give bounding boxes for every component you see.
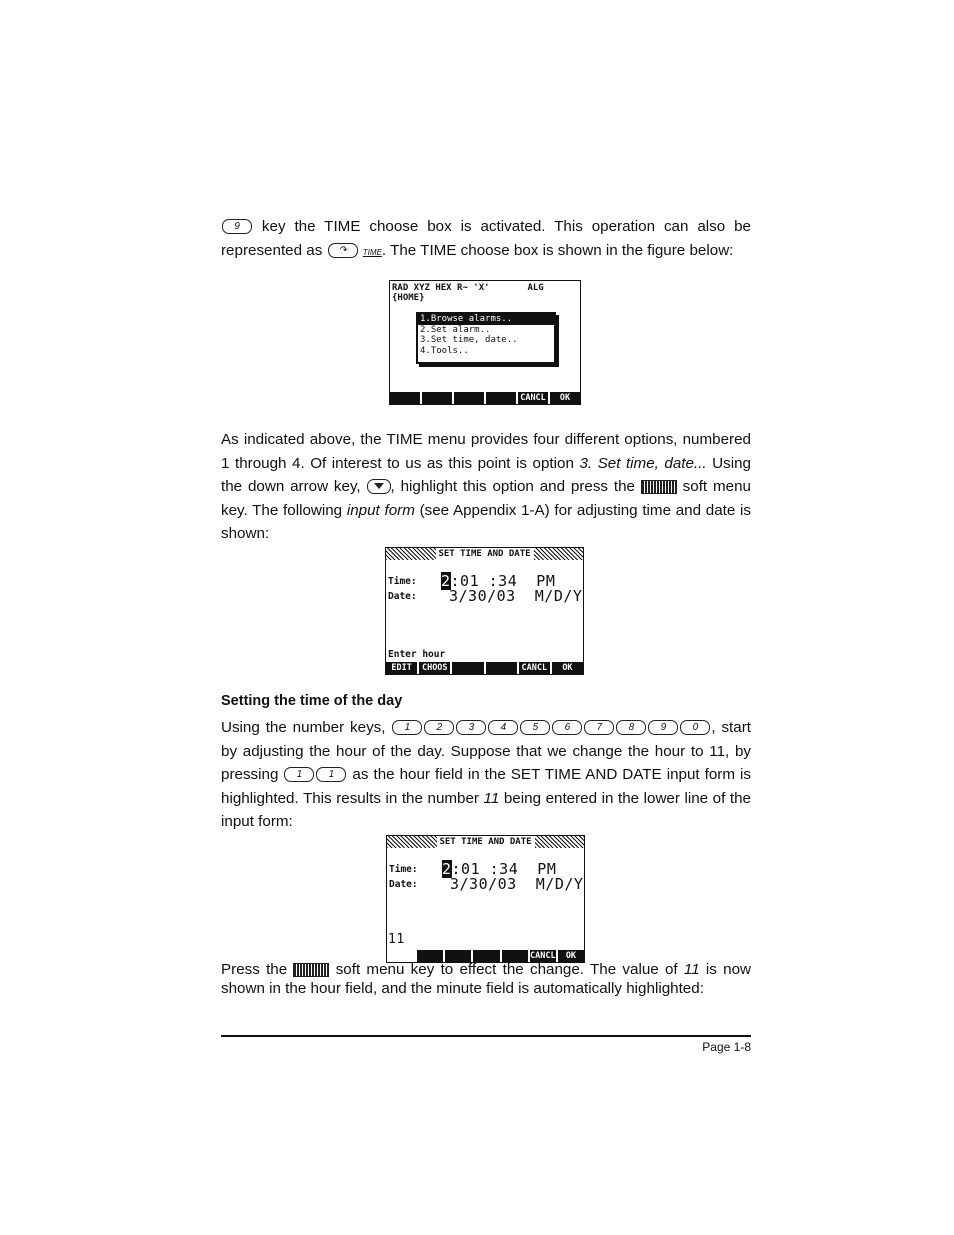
choose-item[interactable]: 1.Browse alarms.. xyxy=(418,314,554,325)
form-title: SET TIME AND DATE xyxy=(435,548,533,560)
time-rest: :01 :34 PM xyxy=(450,572,556,590)
set-time-date-entry-screen xyxy=(386,835,585,963)
right-shift-key-icon: ↷ xyxy=(328,243,358,258)
key-0-icon: 0 xyxy=(680,720,710,735)
soft-menu-bar xyxy=(390,392,580,404)
softkey-1[interactable] xyxy=(390,392,420,404)
key-5-icon: 5 xyxy=(520,720,550,735)
key-9-icon: 9 xyxy=(222,219,252,234)
softkey-4[interactable] xyxy=(484,392,516,404)
footer-rule xyxy=(221,1035,751,1037)
intro-paragraph: 9 key the TIME choose box is activated. This operation can also be represented as ↷ TIME. The TIME choose box is shown in the figure below: xyxy=(221,218,751,259)
date-field[interactable]: 3/30/03 M/D/Y xyxy=(449,587,583,605)
menu-options-paragraph: As indicated above, the TIME menu provides four different options, numbered 1 through 4. Of interest to us as this point is option 3. Set time, date... Using the down arrow key, , highlight this option and press the soft menu key. The following input form (see Appendix 1-A) for adjusting time and date is shown: xyxy=(221,431,751,542)
key-2-icon: 2 xyxy=(424,720,454,735)
key-8-icon: 8 xyxy=(616,720,646,735)
time-choose-box-screen xyxy=(389,280,581,405)
key-3-icon: 3 xyxy=(456,720,486,735)
ok-softkey[interactable]: OK xyxy=(550,662,583,674)
date-label: Date: xyxy=(389,879,418,890)
status-line: RAD XYZ HEX R~ 'X' ALG xyxy=(392,283,544,293)
choose-softkey[interactable]: CHOOS xyxy=(417,662,450,674)
key-9-icon: 9 xyxy=(648,720,678,735)
edit-softkey[interactable]: EDIT xyxy=(391,663,412,673)
choose-box xyxy=(416,312,556,364)
choose-item[interactable]: 3.Set time, date.. xyxy=(420,335,518,345)
dir-line: {HOME} xyxy=(392,293,425,303)
choose-item[interactable]: 4.Tools.. xyxy=(420,345,469,356)
cancel-softkey[interactable]: CANCL xyxy=(517,662,550,674)
time-key-label: TIME xyxy=(362,247,382,257)
set-time-date-screen xyxy=(385,547,584,675)
softkey-2[interactable] xyxy=(420,392,452,404)
ok-softkey-icon xyxy=(641,480,677,494)
form-title-bar xyxy=(387,836,584,848)
hour-field[interactable]: 2 xyxy=(441,572,451,590)
softkey-3[interactable] xyxy=(452,392,484,404)
key-4-icon: 4 xyxy=(488,720,518,735)
key-1-icon: 1 xyxy=(316,767,346,782)
key-1-icon: 1 xyxy=(284,767,314,782)
page-number: Page 1-8 xyxy=(702,1040,751,1054)
press-ok-paragraph: Press the soft menu key to effect the change. The value of 11 is now shown in the hour field, and the minute field is automatically highlighted: xyxy=(221,961,752,997)
cancel-softkey[interactable]: CANCL xyxy=(516,392,548,404)
choose-item[interactable]: 2.Set alarm.. xyxy=(420,324,491,335)
key-7-icon: 7 xyxy=(584,720,614,735)
form-title: SET TIME AND DATE xyxy=(436,836,534,848)
key-6-icon: 6 xyxy=(552,720,582,735)
time-label: Time: xyxy=(388,576,417,587)
set-hour-paragraph: Using the number keys, 1 2 3 4 5 6 7 8 9 0 , start by adjusting the hour of the day. Suppose that we change the hour to 11, by pressing 1 1 as the hour field in the SET TIME AND DATE input form is highlighted. This results in the number 11 being entered in the lower line of the input form: xyxy=(221,719,752,830)
softkey-3[interactable] xyxy=(450,662,483,674)
ok-softkey-icon xyxy=(293,963,329,977)
ok-softkey[interactable]: OK xyxy=(556,950,584,962)
section-heading: Setting the time of the day xyxy=(221,693,403,709)
down-arrow-key-icon xyxy=(367,479,391,494)
soft-menu-bar xyxy=(386,662,583,674)
ok-softkey[interactable]: OK xyxy=(548,392,580,404)
date-label: Date: xyxy=(388,591,417,602)
status-prompt: Enter hour xyxy=(388,649,446,660)
form-title-bar xyxy=(386,548,583,560)
cancel-softkey[interactable]: CANCL xyxy=(528,950,556,962)
time-label: Time: xyxy=(389,864,418,875)
date-field[interactable]: 3/30/03 M/D/Y xyxy=(450,875,584,893)
time-rest: :01 :34 PM xyxy=(451,860,557,878)
hour-field[interactable]: 2 xyxy=(442,860,452,878)
softkey-4[interactable] xyxy=(484,662,517,674)
entry-line: 11 xyxy=(388,932,405,947)
key-1-icon: 1 xyxy=(392,720,422,735)
